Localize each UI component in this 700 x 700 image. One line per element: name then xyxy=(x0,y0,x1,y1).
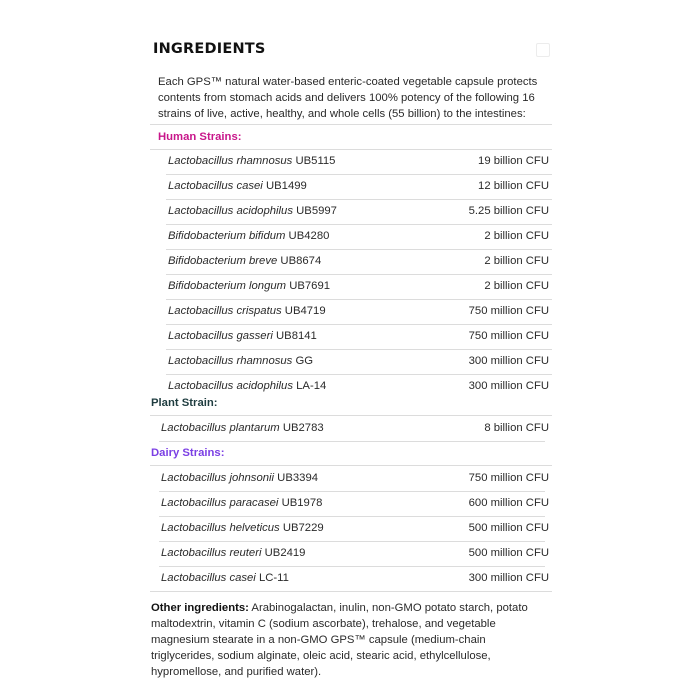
strain-species: Bifidobacterium breve xyxy=(168,255,278,267)
table-row xyxy=(168,299,549,324)
strain-amount: 5.25 billion CFU xyxy=(468,205,549,217)
strain-species: Lactobacillus reuteri xyxy=(161,547,262,559)
strain-amount: 500 million CFU xyxy=(468,547,549,559)
strain-amount: 750 million CFU xyxy=(468,330,549,342)
strain-code: UB3394 xyxy=(274,472,319,484)
strain-species: Lactobacillus rhamnosus xyxy=(168,155,293,167)
strain-code: UB1499 xyxy=(262,180,307,192)
strain-code: UB8674 xyxy=(277,255,322,267)
table-row xyxy=(168,349,549,374)
intro-paragraph: Each GPS™ natural water-based enteric-coated vegetable capsule protects contents from stomach acids and delivers 100% potency of the following 16 strains of live, active, healthy, and whole cells (55 billion) to the intestines: xyxy=(158,76,538,120)
strain-name xyxy=(168,374,326,399)
strain-species: Lactobacillus acidophilus xyxy=(168,205,293,217)
strain-amount: 8 billion CFU xyxy=(484,422,549,434)
table-row xyxy=(161,416,549,441)
strain-amount: 2 billion CFU xyxy=(484,255,549,267)
strain-species: Lactobacillus acidophilus xyxy=(168,380,293,392)
strain-amount: 300 million CFU xyxy=(468,572,549,584)
strain-name xyxy=(161,516,324,541)
strain-name xyxy=(161,566,289,591)
strain-amount: 12 billion CFU xyxy=(478,180,549,192)
strain-species: Lactobacillus helveticus xyxy=(161,522,280,534)
table-row xyxy=(168,199,549,224)
strain-code: UB2783 xyxy=(279,422,324,434)
strain-name xyxy=(168,249,321,274)
strain-amount: 2 billion CFU xyxy=(484,280,549,292)
strain-species: Bifidobacterium longum xyxy=(168,280,287,292)
strain-code: UB4280 xyxy=(285,230,330,242)
strain-name xyxy=(161,416,324,441)
strain-code: UB5115 xyxy=(292,155,336,167)
strain-species: Lactobacillus johnsonii xyxy=(161,472,275,484)
strain-name xyxy=(168,149,335,174)
strain-species: Lactobacillus casei xyxy=(168,180,263,192)
strain-code: LA-14 xyxy=(292,380,327,392)
other-ingredients-text: Arabinogalactan, inulin, non-GMO potato starch, potato maltodextrin, vitamin C (sodium ascorbate), trehalose, and vegetable magnesium stearate in a non-GMO GPS™ capsule (medium-chain triglycerides, sodium alginate, oleic acid, stearic acid, ethylcellulose, hypromellose, and purified water). xyxy=(151,602,528,678)
strain-amount: 750 million CFU xyxy=(468,305,549,317)
strain-name xyxy=(168,299,326,324)
strain-amount: 500 million CFU xyxy=(468,522,549,534)
strain-name xyxy=(168,324,317,349)
other-ingredients-label: Other ingredients: xyxy=(151,602,249,614)
table-row xyxy=(168,274,549,299)
table-row xyxy=(161,466,549,491)
plant-strain-heading: Plant Strain: xyxy=(151,397,218,409)
strain-name xyxy=(168,199,337,224)
strain-name xyxy=(161,491,322,516)
other-ingredients xyxy=(151,600,551,680)
table-row xyxy=(168,224,549,249)
strain-code: UB2419 xyxy=(261,547,306,559)
table-row xyxy=(168,249,549,274)
strain-code: UB1978 xyxy=(278,497,323,509)
strain-code: UB7229 xyxy=(279,522,324,534)
strain-amount: 300 million CFU xyxy=(468,355,549,367)
strain-code: UB7691 xyxy=(286,280,331,292)
strain-species: Lactobacillus crispatus xyxy=(168,305,282,317)
divider xyxy=(150,591,552,592)
strain-name xyxy=(168,224,329,249)
divider xyxy=(150,124,552,125)
strain-amount: 750 million CFU xyxy=(468,472,549,484)
strain-name xyxy=(168,274,330,299)
table-row xyxy=(161,491,549,516)
human-strains-heading: Human Strains: xyxy=(158,131,242,143)
strain-code: LC-11 xyxy=(255,572,289,584)
table-row xyxy=(168,374,549,399)
strain-species: Lactobacillus plantarum xyxy=(161,422,280,434)
strain-code: UB5997 xyxy=(292,205,337,217)
strain-species: Bifidobacterium bifidum xyxy=(168,230,286,242)
strain-species: Lactobacillus casei xyxy=(161,572,256,584)
strain-amount: 19 billion CFU xyxy=(478,155,549,167)
strain-code: UB8141 xyxy=(272,330,317,342)
table-row xyxy=(161,541,549,566)
strain-species: Lactobacillus paracasei xyxy=(161,497,279,509)
strain-species: Lactobacillus rhamnosus xyxy=(168,355,293,367)
strain-code: UB4719 xyxy=(281,305,326,317)
strain-amount: 2 billion CFU xyxy=(484,230,549,242)
strain-name xyxy=(168,349,313,374)
strain-name xyxy=(161,466,318,491)
strain-name xyxy=(168,174,307,199)
table-row xyxy=(161,516,549,541)
strain-name xyxy=(161,541,305,566)
dairy-strains-heading: Dairy Strains: xyxy=(151,447,225,459)
strain-amount: 300 million CFU xyxy=(468,380,549,392)
page-title: INGREDIENTS xyxy=(153,41,266,57)
table-row xyxy=(168,149,549,174)
row-divider xyxy=(159,441,545,442)
table-row xyxy=(161,566,549,591)
strain-code: GG xyxy=(292,355,314,367)
strain-species: Lactobacillus gasseri xyxy=(168,330,273,342)
table-row xyxy=(168,174,549,199)
corner-mark xyxy=(536,43,550,57)
strain-amount: 600 million CFU xyxy=(468,497,549,509)
table-row xyxy=(168,324,549,349)
